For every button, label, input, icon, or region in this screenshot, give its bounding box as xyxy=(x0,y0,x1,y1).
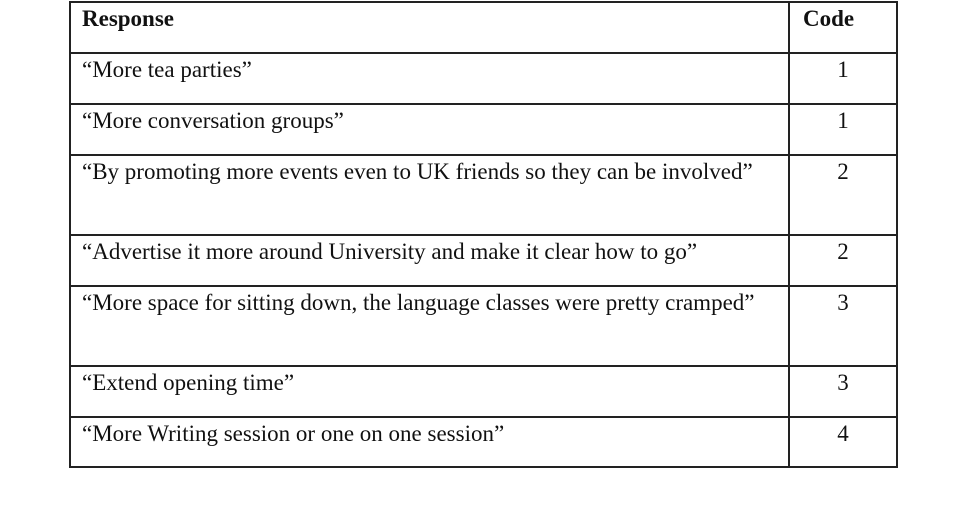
code-cell: 4 xyxy=(789,417,897,467)
code-column-header: Code xyxy=(789,2,897,53)
table-row xyxy=(70,53,897,104)
code-cell: 2 xyxy=(789,235,897,286)
response-cell: “More space for sitting down, the language classes were pretty cramped” xyxy=(70,286,789,366)
table-row xyxy=(70,417,897,467)
table-row xyxy=(70,235,897,286)
table-row xyxy=(70,104,897,155)
code-cell: 2 xyxy=(789,155,897,235)
table-row xyxy=(70,286,897,366)
response-cell: “More Writing session or one on one session” xyxy=(70,417,789,467)
code-cell: 3 xyxy=(789,366,897,417)
code-cell: 1 xyxy=(789,53,897,104)
response-cell: “Advertise it more around University and make it clear how to go” xyxy=(70,235,789,286)
response-cell: “More tea parties” xyxy=(70,53,789,104)
code-cell: 1 xyxy=(789,104,897,155)
code-cell: 3 xyxy=(789,286,897,366)
header-row xyxy=(70,2,897,53)
response-column-header: Response xyxy=(70,2,789,53)
response-cell: “By promoting more events even to UK friends so they can be involved” xyxy=(70,155,789,235)
response-cell: “More conversation groups” xyxy=(70,104,789,155)
response-cell: “Extend opening time” xyxy=(70,366,789,417)
table-row xyxy=(70,155,897,235)
table-row xyxy=(70,366,897,417)
responses-table xyxy=(69,1,898,468)
